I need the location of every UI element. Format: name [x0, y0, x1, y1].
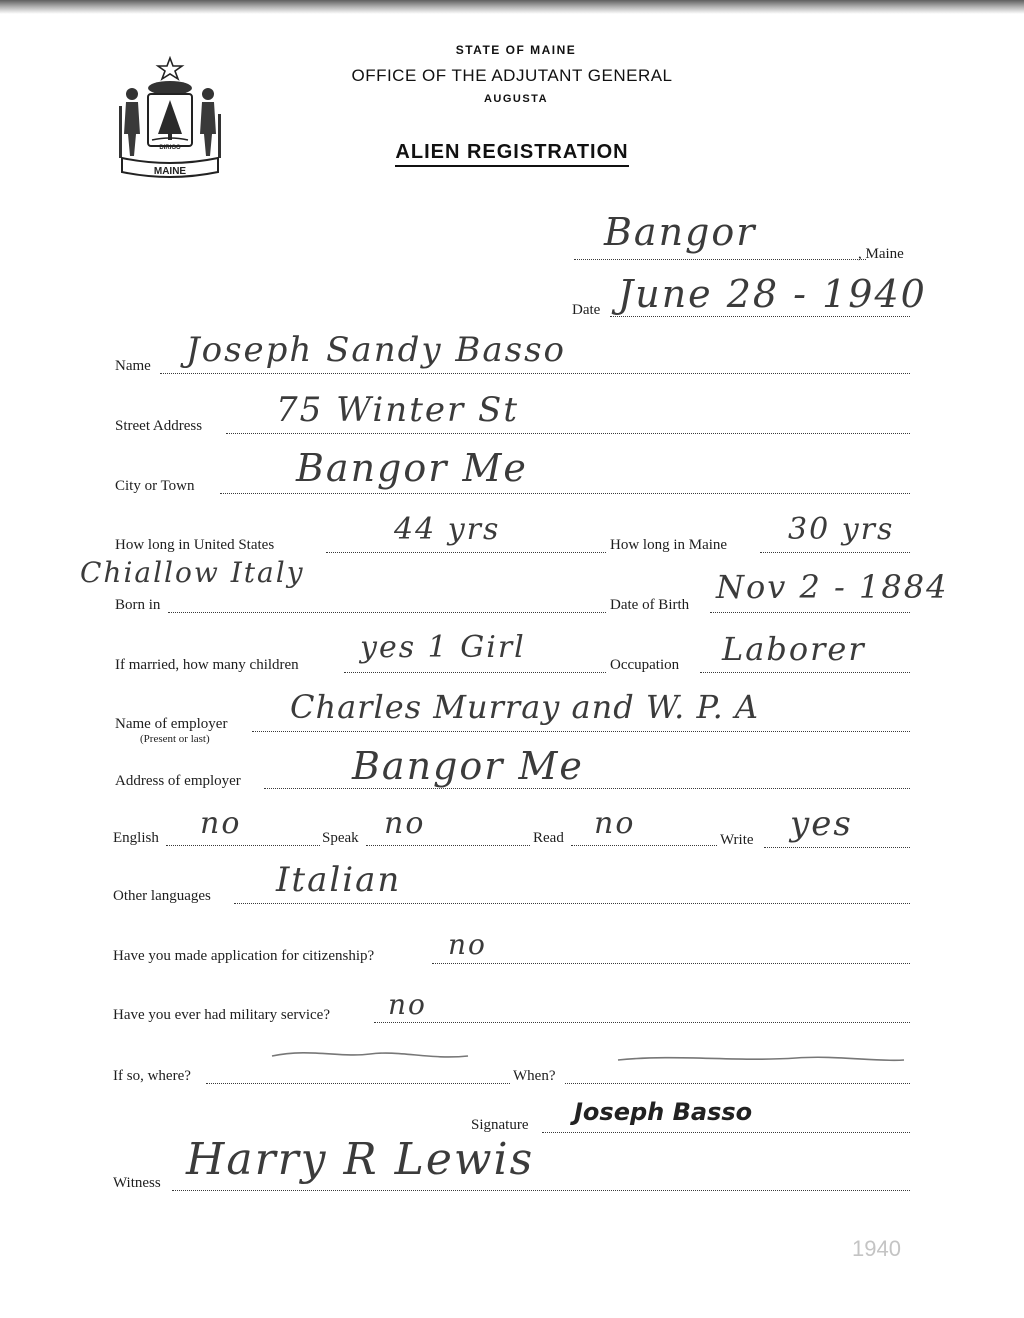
header-state: STATE OF MAINE — [455, 43, 577, 57]
name-label: Name — [115, 358, 151, 374]
english-entry: no — [200, 806, 242, 841]
english-label: English — [113, 830, 159, 846]
how-long-maine-entry: 30 yrs — [788, 512, 895, 547]
date-entry: June 28 - 1940 — [618, 272, 927, 316]
where-label: If so, where? — [113, 1068, 191, 1084]
speak-entry: no — [384, 806, 426, 841]
witness-line — [172, 1190, 910, 1191]
read-entry: no — [594, 806, 636, 841]
street-label: Street Address — [115, 418, 203, 434]
town-suffix-label: , Maine — [858, 246, 904, 262]
city-entry: Bangor Me — [296, 446, 528, 490]
employer-entry: Charles Murray and W. P. A — [290, 688, 760, 726]
name-entry: Joseph Sandy Basso — [186, 330, 567, 370]
city-line — [220, 493, 910, 494]
citizenship-line — [432, 963, 910, 964]
signature-entry: Joseph Basso — [574, 1098, 753, 1126]
town-line — [574, 259, 866, 260]
other-languages-line — [234, 903, 910, 904]
where-blank-stroke-icon — [270, 1044, 470, 1064]
military-line — [374, 1022, 910, 1023]
witness-label: Witness — [113, 1175, 161, 1191]
employer-address-entry: Bangor Me — [352, 744, 584, 788]
write-label: Write — [720, 832, 754, 848]
dob-label: Date of Birth — [610, 597, 690, 613]
employer-sub-label: (Present or last) — [140, 733, 210, 745]
header-city: AUGUSTA — [483, 93, 549, 105]
write-line — [764, 847, 910, 848]
street-entry: 75 Winter St — [276, 390, 519, 430]
signature-label: Signature — [471, 1117, 529, 1133]
how-long-us-line — [326, 552, 606, 553]
date-line — [610, 316, 910, 317]
form-title: ALIEN REGISTRATION — [395, 141, 628, 167]
occupation-label: Occupation — [610, 657, 680, 673]
married-line — [344, 672, 606, 673]
employer-line — [252, 731, 910, 732]
faded-stamp-year: 1940 — [852, 1236, 901, 1261]
date-label: Date — [572, 302, 601, 318]
speak-line — [366, 845, 530, 846]
read-line — [571, 845, 717, 846]
married-label: If married, how many children — [115, 657, 299, 673]
other-languages-label: Other languages — [113, 888, 211, 904]
seal-state-name: MAINE — [153, 166, 187, 177]
witness-entry: Harry R Lewis — [186, 1134, 535, 1185]
occupation-entry: Laborer — [722, 630, 866, 668]
children-entry: yes 1 Girl — [360, 630, 526, 665]
born-in-entry: Chiallow Italy — [80, 556, 305, 589]
citizenship-entry: no — [448, 928, 487, 961]
citizenship-label: Have you made application for citizenship? — [113, 948, 375, 964]
write-entry: yes — [790, 804, 853, 844]
english-line — [166, 845, 320, 846]
how-long-us-entry: 44 yrs — [394, 512, 501, 547]
military-entry: no — [388, 988, 427, 1021]
military-label: Have you ever had military service? — [113, 1007, 330, 1023]
born-in-line — [168, 612, 606, 613]
occupation-line — [700, 672, 910, 673]
town-entry: Bangor — [604, 210, 757, 254]
city-label: City or Town — [115, 478, 195, 494]
header-office: OFFICE OF THE ADJUTANT GENERAL — [351, 66, 673, 85]
when-label: When? — [513, 1068, 556, 1084]
how-long-maine-line — [760, 552, 910, 553]
speak-label: Speak — [322, 830, 359, 846]
how-long-us-label: How long in United States — [115, 537, 275, 553]
scan-top-edge — [0, 0, 1024, 14]
employer-address-label: Address of employer — [115, 773, 241, 789]
employer-address-line — [264, 788, 910, 789]
dob-entry: Nov 2 - 1884 — [716, 568, 949, 606]
read-label: Read — [533, 830, 564, 846]
signature-line — [542, 1132, 910, 1133]
when-line — [565, 1083, 910, 1084]
street-line — [226, 433, 910, 434]
name-line — [160, 373, 910, 374]
born-in-label: Born in — [115, 597, 161, 613]
seal-motto: DIRIGO — [159, 145, 181, 151]
when-blank-stroke-icon — [616, 1050, 906, 1070]
other-languages-entry: Italian — [276, 860, 402, 900]
dob-line — [710, 612, 910, 613]
how-long-maine-label: How long in Maine — [610, 537, 728, 553]
where-line — [206, 1083, 510, 1084]
employer-label: Name of employer — [115, 716, 228, 732]
